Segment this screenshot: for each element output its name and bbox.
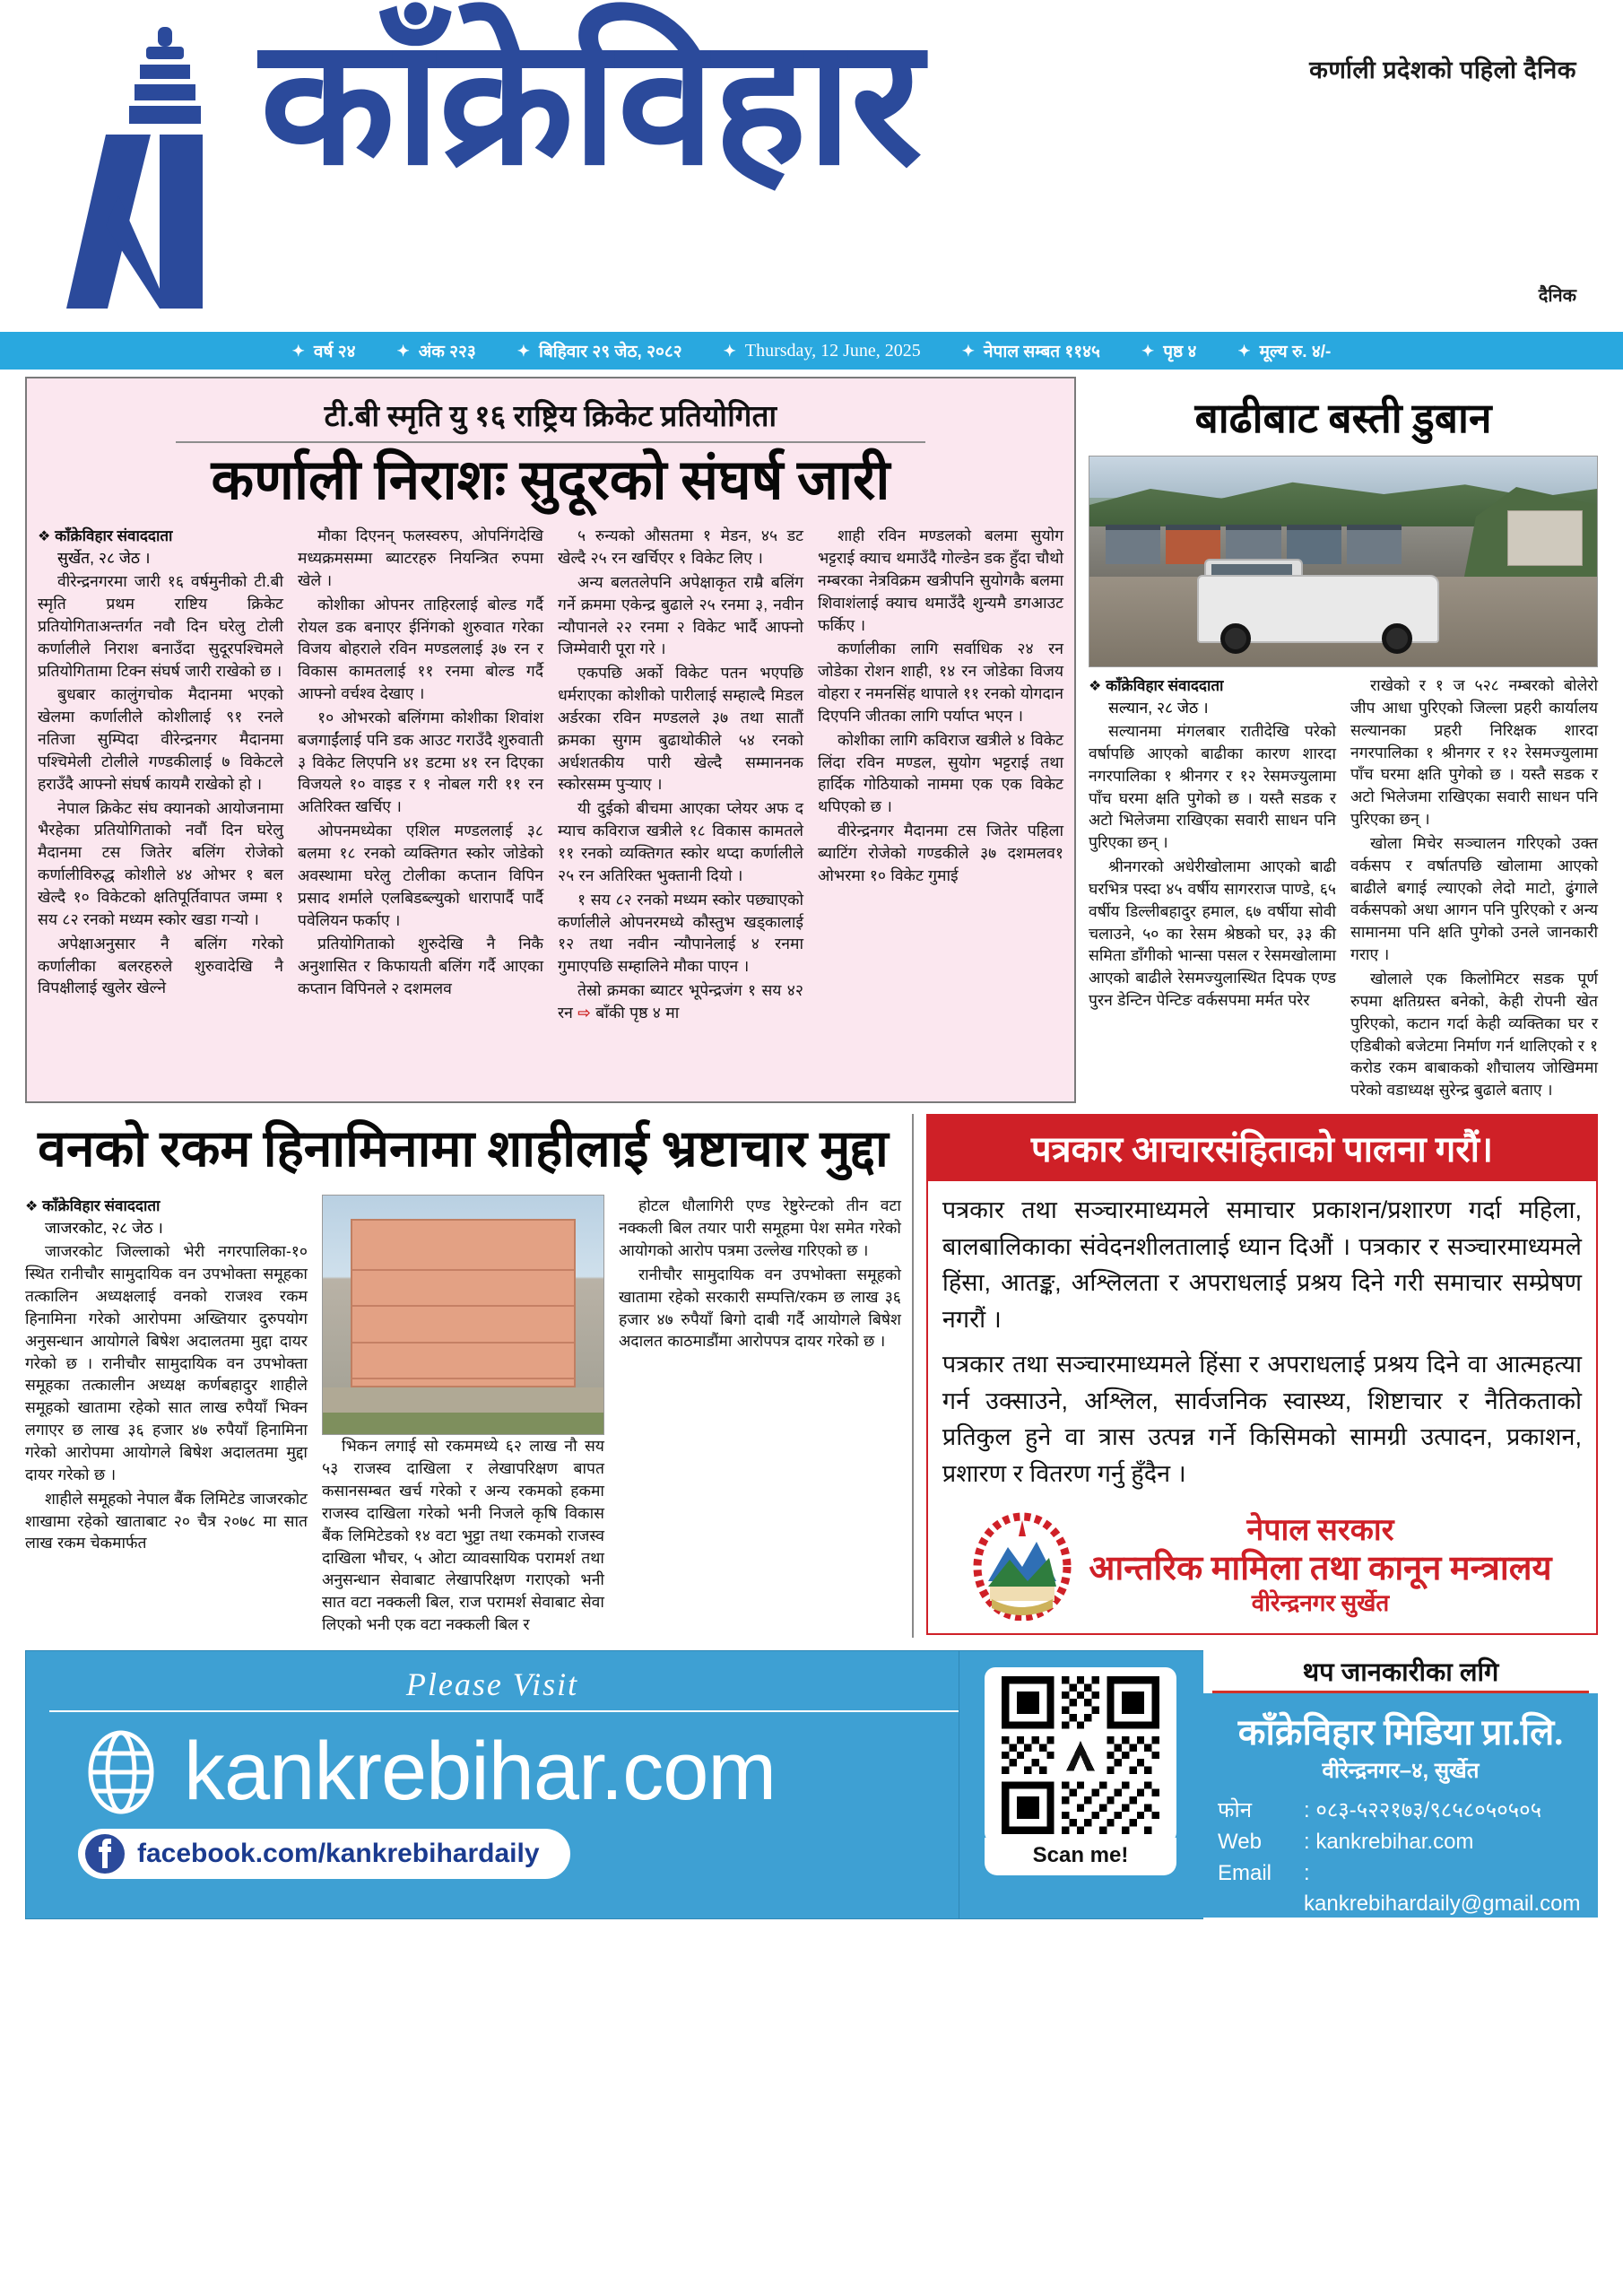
ministry-text: [1089, 1513, 1551, 1618]
corruption-paragraph: रानीचौर सामुदायिक वन उपभोक्ता समूहको खातामा रहेको सरकारी सम्पत्ति/रकम छ लाख ३६ हजार ४७ रुपैयाँ बिगो दाबी गर्दै आयोगले बिषेश अदालत काठमाडौंमा आरोपपत्र दायर गरेको छ ।: [618, 1265, 901, 1351]
contact-heading: थप जानकारीका लगि: [1203, 1650, 1598, 1691]
flood-paragraph: खोला मिचेर सञ्चालन गरिएको उक्त वर्कसप र वर्षातपछि खोलामा आएको बाढीले बगाई ल्याएको लेदो माटो, ढुंगाले वर्कसपको अधा आगन पनि पुरिएको र अन्य सामानमा पनि क्षति पुगेको उनले जानकारी गराए ।: [1350, 833, 1598, 964]
facebook-link[interactable]: [78, 1829, 570, 1879]
flood-column-1: [1089, 674, 1336, 1103]
lead-paragraph: प्रतियोगिताको शुरुदेखि नै निकै अनुशासित र किफायती बलिंग गर्दै आएका कप्तान विपिनले २ दशमलव: [298, 935, 543, 998]
qr-frame: [985, 1667, 1176, 1843]
lead-paragraph: कोशीका लागि कविराज खत्रीले ४ विकेट लिंदा रविन मण्डल, सुयोग भट्टराई तथा हार्दिक गोठियाको नाममा एक एक विकेट थपिएको छ ।: [818, 730, 1063, 816]
contact-key: Web: [1218, 1829, 1262, 1854]
corruption-story: [25, 1114, 914, 1638]
lead-paragraph: यी दुईको बीचमा आएका प्लेयर अफ द म्याच कविराज खत्रीले १८ विकास कामतले ११ रनको व्यक्तिगत स्कोर थप्दा कर्णालीले २५ रन अतिरिक्त भुक्तानी दियो ।: [558, 799, 803, 884]
flood-dateline: सल्यान, २८ जेठ ।: [1108, 699, 1209, 717]
info-price: ✦ मूल्य रु. ४/-: [1237, 342, 1332, 361]
facebook-url[interactable]: facebook.com/kankrebihardaily: [137, 1839, 540, 1869]
contact-key: फोन: [1218, 1798, 1253, 1823]
flood-paragraph: राखेको र १ ज ५२८ नम्बरको बोलेरो जीप आधा पुरिएको जिल्ला प्रहरी कार्यालय सल्यानका प्रहरी निरिक्षक शारदा नगरपालिका १ श्रीनगर र १२ रेसमज्युलामा पाँच घरमा क्षति पुगेको छ । यस्तै सडक र अटो भिलेजमा राखिएका सवारी साधन पनि पुरिएका छन् ।: [1350, 676, 1598, 829]
gov-line-3: वीरेन्द्रनगर सुर्खेत: [1251, 1590, 1390, 1617]
photo-grass: [323, 1413, 603, 1434]
diamond-icon: ✦: [516, 342, 531, 360]
qr-code-icon[interactable]: [994, 1676, 1167, 1834]
lead-paragraph: १० ओभरको बलिंगमा कोशीका शिवांश बजगाईंलाई पनि डक आउट गराउँदै शुरुवाती ३ विकेट लिएपनि ४१ डटमा ४१ रन दिएका विजयले १० वाइड र १ नोबल गरी ११ रन अतिरिक्त खर्चिए ।: [298, 708, 543, 816]
flood-column-2: [1350, 674, 1598, 1103]
corruption-column-3: [619, 1195, 901, 1638]
corruption-column-2: [322, 1195, 604, 1638]
lead-paragraph: शाही रविन मण्डलको बलमा सुयोग भट्टराई क्याच थमाउँदै गोल्डेन डक हुँदा चौथो नम्बरका नेत्रविक्रम खत्रीपनि सुयोगकै बलमा शिवाशंलाई क्याच थमाउँदै शुन्यमै डगआउट फर्किए ।: [818, 526, 1063, 634]
continue-arrow-icon: ⇨: [577, 1003, 591, 1022]
corruption-columns: [25, 1195, 901, 1638]
masthead: [0, 0, 1623, 330]
byline-bullet-icon: ❖: [25, 1199, 39, 1215]
lead-paragraph: अपेक्षाअनुसार नै बलिंग गरेको कर्णालीका बलरहरुले शुरुवादेखि नै विपक्षीलाई खुलेर खेल्ने: [38, 934, 283, 997]
lead-column-4: [818, 525, 1063, 1026]
website-row[interactable]: [26, 1712, 959, 1819]
mid-row: [25, 1114, 1598, 1638]
lead-headline: कर्णाली निराशः सुदूरको संघर्ष जारी: [211, 450, 890, 511]
lead-dateline: सुर्खेत, २८ जेठ ।: [57, 549, 151, 568]
paper-tagline: कर्णाली प्रदेशको पहिलो दैनिक: [1309, 57, 1576, 83]
page-content: [0, 370, 1623, 1919]
contact-value[interactable]: : kankrebihardaily@gmail.com: [1304, 1860, 1581, 1917]
lead-paragraph: कर्णालीका लागि सर्वाधिक २४ रन जोडेका रोशन शाही, १४ रन जोडेका विजय वोहरा र नमनसिंह थापाले ११ रनको योगदान दिएपनि जीतका लागि पर्याप्त भएन ।: [818, 639, 1063, 725]
municipality-building-photo: [322, 1195, 604, 1435]
corruption-paragraph: होटल धौलागिरी एण्ड रेष्टुरेन्टको तीन वटा नक्कली बिल तयार पारी समूहमा पेश समेत गरेको आयोगको आरोप पत्रमा उल्लेख गरिएको छ ।: [618, 1196, 901, 1260]
diamond-icon: ✦: [1141, 342, 1155, 360]
lead-paragraph: मौका दिएनन् फलस्वरुप, ओपनिंगदेखि मध्यक्रमसम्मा ब्याटरहरु नियन्त्रित रुपमा खेले ।: [298, 526, 543, 589]
notice-paragraph: पत्रकार तथा सञ्चारमाध्यमले हिंसा र अपराधलाई प्रश्रय दिने वा आत्महत्या गर्न उक्साउने, अश्लिल, सार्वजनिक स्वास्थ्य, शिष्टाचार र नैतिकताको प्रतिकुल हुने वा त्रास उत्पन्न गर्ने किसिमको सामग्री उत्पादन, प्रकाशन, प्रशारण र वितरण गर्नु हुँदैन ।: [942, 1351, 1582, 1487]
photo-buried-jeep: [1197, 575, 1439, 643]
facebook-icon: [85, 1834, 125, 1874]
flood-headline: बाढीबाट बस्ती डुबान: [1194, 396, 1492, 441]
photo-building: [1507, 510, 1583, 566]
lead-kicker: टी.बी स्मृति यु १६ राष्ट्रिय क्रिकेट प्रतियोगिता: [324, 401, 777, 433]
contact-row-web[interactable]: [1218, 1827, 1584, 1858]
corruption-column-1: [25, 1195, 308, 1638]
flood-story: [1089, 377, 1598, 1103]
flood-paragraph: सल्यानमा मंगलबार रातीदेखि परेको वर्षापछि आएको बाढीका कारण शारदा नगरपालिका १ श्रीनगर र १२ रेसमज्युलामा पाँच घरमा क्षति पुगेको छ । यस्तै सडक र अटो भिलेजमा राखिएका सवारी साधन पनि पुरिएका छन् ।: [1089, 722, 1336, 852]
website-advert[interactable]: [25, 1650, 959, 1919]
byline-bullet-icon: ❖: [1089, 679, 1102, 694]
contact-details: [1203, 1693, 1598, 1918]
lead-paragraph: बुधबार कालुंगचोक मैदानमा भएको खेलमा कर्णालीले कोशीलाई ९१ रनले नतिजा सुम्पिदा वीरेन्द्रनगर मैदानमा पश्चिमेली टोलीले गण्डकीलाई ७ विकेटले हराउँदै आफ्नो संघर्ष कायमै राखेको हो ।: [38, 685, 283, 793]
please-visit-label: Please Visit: [405, 1666, 579, 1703]
issue-info-bar: [0, 330, 1623, 370]
gov-line-2: आन्तरिक मामिला तथा कानून मन्त्रालय: [1089, 1549, 1552, 1587]
corruption-paragraph: भिकन लगाई सो रकममध्ये ६२ लाख नौ सय ५३ राजस्व दाखिला र लेखापरिक्षण बापत कसानसम्बत खर्च गरेको र अन्य रकमको हकमा राजस्व दाखिला गरेको भनी निजले कृषि विकास बैंक लिमिटेडको १४ वटा भुट्टा तथा रकमको राजस्व दाखिला भौचर, ५ ओटा व्यावसायिक परामर्श तथा अनुसन्धान सेवाबाट लेखापरिक्षण गराएको भनी सात वटा नक्कली बिल, राज परामर्श सेवाबाट सेवा लिएको भनी एक वटा नक्कली बिल र: [321, 1437, 604, 1634]
contact-value[interactable]: : kankrebihar.com: [1304, 1829, 1474, 1854]
lead-column-1: [38, 525, 283, 1026]
corruption-paragraph: जाजरकोट जिल्लाको भेरी नगरपालिका-१० स्थित रानीचौर सामुदायिक वन उपभोक्ता समूहका तत्कालिन अध्यक्षलाई वनको राजश्व रकम हिनामिना गरेको आरोपमा अख्तियार दुरुपयोग अनुसन्धान आयोगले बिषेश अदालतमा मुद्दा दायर गरेको छ । रानीचौर सामुदायिक वन उपभोक्ता समूहका तत्कालीन अध्यक्ष कर्णबहादुर शाहीले समूहको खातामा रहेको सात लाख रुपैयाँ भिक्न लगाएर छ लाख ३६ हजार ४७ रुपैयाँ हिनामिना गरेको आरोपमा आयोगले बिषेश अदालतमा मुद्दा दायर गरेको छ ।: [25, 1242, 308, 1483]
nepal-emblem-icon: [972, 1511, 1072, 1621]
diamond-icon: ✦: [1237, 342, 1251, 360]
photo-building-body: [351, 1219, 575, 1387]
info-pages: ✦ पृष्ठ ४: [1141, 342, 1197, 361]
paper-dainik-label: दैनिक: [1538, 286, 1576, 306]
contact-row-phone: [1218, 1796, 1584, 1827]
lead-paragraph: ५ रुन्यको औसतमा १ मेडन, ४५ डट खेल्दै २५ रन खर्चिएर १ विकेट लिए ।: [558, 526, 803, 567]
diamond-icon: ✦: [396, 342, 410, 360]
flood-columns: [1089, 667, 1598, 1103]
lead-paragraph: नेपाल क्रिकेट संघ क्यानको आयोजनामा भैरहेका प्रतियोगिताको नवौं दिन घरेलु मैदानमा टस जितेर बलिंग रोजेको कर्णालीविरुद्ध कोशीले ४४ ओभर १ बल खेल्दै १० विकेटको क्षतिपूर्तिवापत जम्मा १ सय ८२ रनको मध्यम स्कोर खडा गर्‍यो ।: [38, 798, 283, 928]
footer-row: [25, 1650, 1598, 1919]
flood-paragraph: श्रीनगरको अधेरीखोलामा आएको बाढी घरभित्र पस्दा ४५ वर्षीय सागरराज पाण्डे, ६५ वर्षीय डिल्लीबहादुर हमाल, ६७ वर्षीया सोवी चलाउने, ५० का रेसम श्रेष्ठको घर, ३३ की समिता डाँगीको भान्सा पसल र रेसमखोलामा आएको बाढीले रेसमज्युलास्थित दिपक एण्ड पुरन डेन्टिन पेन्टिङ वर्कसपमा मर्मत परेर: [1089, 857, 1336, 1010]
corruption-dateline: जाजरकोट, २८ जेठ ।: [45, 1219, 163, 1238]
lead-paragraph: एकपछि अर्को विकेट पतन भएपछि धर्मराएका कोशीको पारीलाई सम्हाल्दै मिडल अर्डरका रविन मण्डलले ३७ तथा सातौं क्रमका सुगम बुढाथोकीले ५४ रनको अर्धशतकीय पारी खेल्दै सम्माननक स्कोरसम्म पुर्‍याए ।: [558, 664, 803, 794]
diamond-icon: ✦: [961, 342, 976, 360]
contact-value: : ०८३-५२२१७३/९८५८०५०५०५: [1304, 1798, 1542, 1823]
company-name: काँक्रेविहार मिडिया प्रा.लि.: [1237, 1712, 1564, 1753]
info-english-date: ✦ Thursday, 12 June, 2025: [723, 340, 921, 361]
website-url[interactable]: kankrebihar.com: [184, 1726, 776, 1818]
lead-paragraph: १ सय ८२ रनको मध्यम स्कोर पछ्याएको कर्णालीले ओपनरमध्ये कौस्तुभ खड्कालाई १२ तथा नवीन न्यौपानेलाई ४ रनमा गुमाएपछि सम्हालिने मौका पाएन ।: [558, 890, 803, 976]
diamond-icon: ✦: [291, 342, 305, 360]
info-issue: ✦ अंक २२३: [396, 342, 476, 361]
corruption-headline: वनको रकम हिनामिनामा शाहीलाई भ्रष्टाचार मुद्दा: [38, 1121, 889, 1178]
info-year: ✦ वर्ष २४: [291, 342, 356, 361]
kicker-divider: [176, 441, 924, 443]
lead-paragraph-with-continue: तेस्रो क्रमका ब्याटर भूपेन्द्रजंग १ सय ४२ रन ⇨ बाँकी पृष्ठ ४ मा: [558, 981, 803, 1022]
notice-title: पत्रकार आचारसंहिताको पालना गरौं।: [928, 1116, 1596, 1181]
top-row: [25, 377, 1598, 1103]
contact-panel: [1203, 1650, 1598, 1919]
contact-key: Email: [1218, 1860, 1272, 1885]
globe-icon: [78, 1729, 164, 1815]
flood-byline: ❖ काँक्रेविहार संवाददाता: [1089, 677, 1224, 694]
flood-photo: [1089, 456, 1598, 667]
lead-paragraph: कोशीका ओपनर ताहिरलाई बोल्ड गर्दै रोयल डक बनाएर ईनिंगको शुरुवात गरेका विजय बोहराले रविन मण्डललाई ३७ रन र विकास कामतलाई ११ रनमा बोल्ड गर्दै आफ्नो वर्चश्व देखाए ।: [298, 595, 543, 703]
kankrebihar-logo-icon: [52, 20, 267, 316]
company-address: वीरेन्द्रनगर–४, सुर्खेत: [1322, 1759, 1480, 1784]
lead-paragraph: ओपनमध्येका एशिल मण्डललाई ३८ बलमा १८ रनको व्यक्तिगत स्कोर जोडेको अवस्थामा घरेलु टोलीका कप्तान विपिन प्रसाद शर्माले एलबिडब्ल्युको धारापार्दै पार्दै पवेलियन फर्काए ।: [298, 822, 543, 929]
lead-paragraph: वीरेन्द्रनगर मैदानमा टस जितेर पहिला ब्याटिंग रोजेको गण्डकीले ३७ दशमलव१ ओभरमा १० विकेट गुमाई: [818, 822, 1063, 884]
info-nepali-date: ✦ बिहिवार २९ जेठ, २०८२: [516, 342, 682, 361]
diamond-icon: ✦: [723, 342, 736, 360]
press-code-notice: [926, 1114, 1598, 1635]
lead-paragraph: वीरेन्द्रनगरमा जारी १६ वर्षमुनीको टी.बी स्मृति प्रथम राष्टिय क्रिकेट प्रतियोगिताअन्तर्गत नवौ दिन घरेलु टोली कर्णालीले निराश बनाउँदा सुदूरपश्चिमले प्रतियोगितामा टिक्न संघर्ष जारी राखेको छ ।: [38, 572, 283, 680]
lead-column-3: [558, 525, 803, 1026]
info-sambat: ✦ नेपाल सम्बत ११४५: [961, 342, 1100, 361]
corruption-paragraph: शाहीले समूहको नेपाल बैंक लिमिटेड जाजरकोट शाखामा रहेको खाताबाट २० चैत्र २०७८ मा सात लाख रकम चेकमार्फत: [25, 1489, 308, 1552]
contact-row-email[interactable]: [1218, 1858, 1584, 1921]
qr-card[interactable]: [985, 1667, 1176, 1875]
paper-title: काँक्रेविहार: [260, 6, 921, 201]
lead-story: [25, 377, 1076, 1103]
government-signature: [928, 1508, 1596, 1633]
gov-line-1: नेपाल सरकार: [1246, 1514, 1394, 1548]
corruption-byline: ❖ काँक्रेविहार संवाददाता: [25, 1197, 161, 1215]
lead-byline: ❖ काँक्रेविहार संवाददाता: [38, 527, 173, 545]
lead-paragraph: अन्य बलतलेपनि अपेक्षाकृत राम्रै बलिंग गर्ने क्रममा एकेन्द्र बुढाले २५ रनमा ३, नवीन न्यौपानले २२ रनमा २ विकेट भार्दै आफ्नो जिम्मेवारी पूरा गरे ।: [558, 572, 803, 658]
qr-panel: [959, 1650, 1203, 1919]
flood-paragraph: खोलाले एक किलोमिटर सडक पूर्ण रुपमा क्षतिग्रस्त बनेको, केही रोपनी खेत पुरिएको, कटान गर्दा केही व्यक्तिका घर र एडिबीको बजेटमा निर्माण गर्न थालिएको र १ करोड रकम बाबाकको शौचालय जोखिममा परेको वडाध्यक्ष सुरेन्द्र बुढाले बताए ।: [1350, 969, 1598, 1100]
notice-paragraph: पत्रकार तथा सञ्चारमाध्यमले समाचार प्रकाशन/प्रशारण गर्दा महिला, बालबालिकाका संवेदनशीलतालाई ध्यान दिऔं । पत्रकार र सञ्चारमाध्यमले हिंसा, आतङ्क, अश्लिलता र अपराधलाई प्रश्रय दिने गरी समाचार सम्प्रेषण नगरौं ।: [942, 1196, 1582, 1333]
lead-column-2: [298, 525, 543, 1026]
byline-bullet-icon: ❖: [38, 529, 51, 545]
lead-columns: [38, 525, 1063, 1026]
notice-body: [928, 1181, 1596, 1508]
scan-me-label: Scan me!: [985, 1838, 1176, 1875]
